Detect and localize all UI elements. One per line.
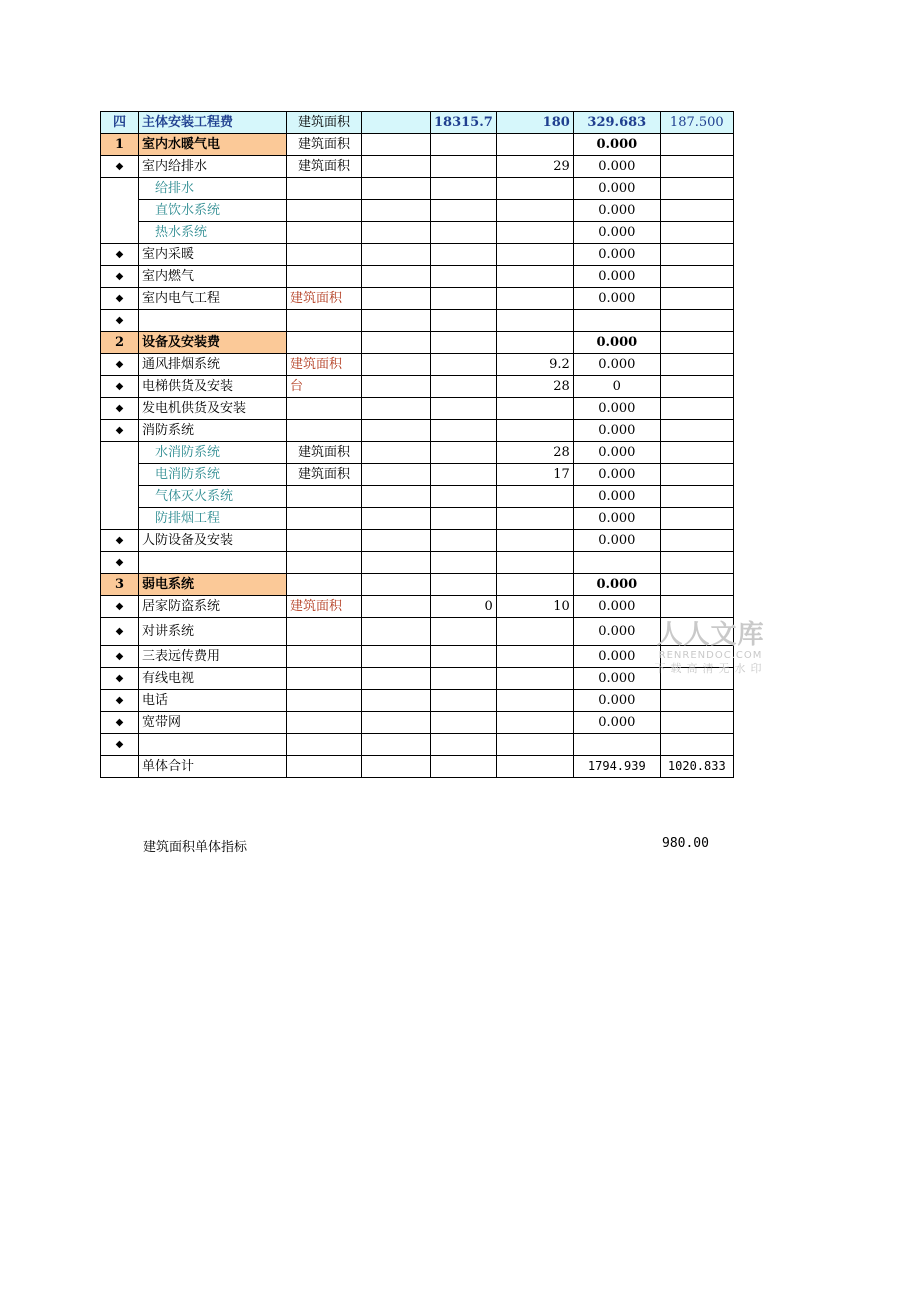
table-row xyxy=(101,200,734,222)
row-name xyxy=(139,310,287,332)
row-unit: 建筑面积 xyxy=(287,442,362,464)
cell-c7 xyxy=(660,530,733,552)
table-row xyxy=(101,420,734,442)
cell-c5 xyxy=(496,420,573,442)
table-row xyxy=(101,244,734,266)
cell-total xyxy=(573,552,660,574)
table-row xyxy=(101,310,734,332)
table-row xyxy=(101,668,734,690)
cell-total: 0.000 xyxy=(573,332,660,354)
cell-c7 xyxy=(660,734,733,756)
row-name: 给排水 xyxy=(139,178,287,200)
row-unit xyxy=(287,200,362,222)
cell-c4 xyxy=(431,156,497,178)
cell-c3 xyxy=(362,596,431,618)
bullet-icon: ◆ xyxy=(101,310,139,332)
cell-c5 xyxy=(496,756,573,778)
cell-c5 xyxy=(496,266,573,288)
row-name: 电梯供货及安装 xyxy=(139,376,287,398)
row-unit xyxy=(287,222,362,244)
cell-total: 0.000 xyxy=(573,618,660,646)
cell-c5 xyxy=(496,134,573,156)
row-index xyxy=(101,756,139,778)
cell-c3 xyxy=(362,734,431,756)
cell-c7 xyxy=(660,332,733,354)
cell-c5: 17 xyxy=(496,464,573,486)
cell-c3 xyxy=(362,486,431,508)
cell-c3 xyxy=(362,200,431,222)
row-unit xyxy=(287,266,362,288)
cell-c5 xyxy=(496,574,573,596)
cell-c4 xyxy=(431,200,497,222)
bullet-icon: ◆ xyxy=(101,734,139,756)
row-unit xyxy=(287,420,362,442)
cell-c7 xyxy=(660,288,733,310)
cell-c5 xyxy=(496,244,573,266)
row-index xyxy=(101,486,139,508)
cell-c4 xyxy=(431,530,497,552)
cell-c7 xyxy=(660,178,733,200)
cell-total: 0.000 xyxy=(573,222,660,244)
bullet-icon: ◆ xyxy=(101,156,139,178)
cell-c7: 1020.833 xyxy=(660,756,733,778)
cell-c5 xyxy=(496,222,573,244)
cell-c4 xyxy=(431,222,497,244)
cell-c4 xyxy=(431,134,497,156)
cell-c5 xyxy=(496,200,573,222)
cell-c5 xyxy=(496,178,573,200)
cell-c5 xyxy=(496,288,573,310)
cell-total: 0.000 xyxy=(573,596,660,618)
bullet-icon: ◆ xyxy=(101,376,139,398)
row-index xyxy=(101,442,139,464)
cell-c4 xyxy=(431,288,497,310)
row-name: 对讲系统 xyxy=(139,618,287,646)
table-row xyxy=(101,156,734,178)
table-row xyxy=(101,712,734,734)
cell-c4 xyxy=(431,618,497,646)
cell-c4 xyxy=(431,646,497,668)
row-name: 直饮水系统 xyxy=(139,200,287,222)
cell-c7 xyxy=(660,420,733,442)
cell-c5: 180 xyxy=(496,112,573,134)
row-unit: 建筑面积 xyxy=(287,112,362,134)
cell-c7 xyxy=(660,200,733,222)
cell-c3 xyxy=(362,508,431,530)
bullet-icon: ◆ xyxy=(101,646,139,668)
cell-c3 xyxy=(362,420,431,442)
bullet-icon: ◆ xyxy=(101,398,139,420)
row-unit: 建筑面积 xyxy=(287,134,362,156)
cell-c4 xyxy=(431,398,497,420)
row-unit xyxy=(287,310,362,332)
cell-c7 xyxy=(660,398,733,420)
cell-c4 xyxy=(431,310,497,332)
total-row xyxy=(101,756,734,778)
row-name: 弱电系统 xyxy=(139,574,287,596)
cell-c4 xyxy=(431,508,497,530)
cell-c3 xyxy=(362,690,431,712)
cell-c3 xyxy=(362,354,431,376)
row-unit: 台 xyxy=(287,376,362,398)
cell-total: 0.000 xyxy=(573,712,660,734)
cell-total: 0.000 xyxy=(573,354,660,376)
cell-total: 0.000 xyxy=(573,266,660,288)
cell-total: 0.000 xyxy=(573,646,660,668)
bullet-icon: ◆ xyxy=(101,668,139,690)
cell-total: 0.000 xyxy=(573,288,660,310)
cell-total: 0.000 xyxy=(573,420,660,442)
cell-c4 xyxy=(431,690,497,712)
row-name: 防排烟工程 xyxy=(139,508,287,530)
row-name: 通风排烟系统 xyxy=(139,354,287,376)
row-index: 2 xyxy=(101,332,139,354)
cell-c4 xyxy=(431,574,497,596)
cell-total: 329.683 xyxy=(573,112,660,134)
cell-c5 xyxy=(496,310,573,332)
row-name xyxy=(139,734,287,756)
table-row xyxy=(101,690,734,712)
row-unit xyxy=(287,574,362,596)
row-unit xyxy=(287,332,362,354)
table-row xyxy=(101,134,734,156)
cell-total: 0.000 xyxy=(573,574,660,596)
cell-total: 0.000 xyxy=(573,690,660,712)
bullet-icon: ◆ xyxy=(101,552,139,574)
table-row xyxy=(101,596,734,618)
table-row xyxy=(101,332,734,354)
cell-c4 xyxy=(431,244,497,266)
table-row xyxy=(101,618,734,646)
row-name: 居家防盗系统 xyxy=(139,596,287,618)
row-name: 人防设备及安装 xyxy=(139,530,287,552)
row-unit xyxy=(287,244,362,266)
cell-c3 xyxy=(362,668,431,690)
row-name xyxy=(139,552,287,574)
cell-c7 xyxy=(660,508,733,530)
row-unit xyxy=(287,646,362,668)
row-name: 室内给排水 xyxy=(139,156,287,178)
cell-c7 xyxy=(660,222,733,244)
cell-c7 xyxy=(660,376,733,398)
row-index: 1 xyxy=(101,134,139,156)
cell-c7 xyxy=(660,442,733,464)
table-row xyxy=(101,734,734,756)
cell-total: 0.000 xyxy=(573,464,660,486)
cell-c4 xyxy=(431,442,497,464)
row-name: 有线电视 xyxy=(139,668,287,690)
cell-c3 xyxy=(362,156,431,178)
cell-total: 0.000 xyxy=(573,486,660,508)
cell-c7 xyxy=(660,552,733,574)
bullet-icon: ◆ xyxy=(101,266,139,288)
cell-total: 0 xyxy=(573,376,660,398)
row-name: 三表远传费用 xyxy=(139,646,287,668)
cell-total xyxy=(573,734,660,756)
cell-c4: 0 xyxy=(431,596,497,618)
row-unit: 建筑面积 xyxy=(287,464,362,486)
cell-total: 0.000 xyxy=(573,156,660,178)
row-unit xyxy=(287,530,362,552)
cell-c3 xyxy=(362,398,431,420)
row-index xyxy=(101,222,139,244)
cell-c5 xyxy=(496,552,573,574)
bullet-icon: ◆ xyxy=(101,712,139,734)
cell-c5: 28 xyxy=(496,442,573,464)
bullet-icon: ◆ xyxy=(101,244,139,266)
bullet-icon: ◆ xyxy=(101,288,139,310)
cell-c7 xyxy=(660,134,733,156)
cell-c4 xyxy=(431,464,497,486)
cell-c3 xyxy=(362,222,431,244)
table-row xyxy=(101,288,734,310)
area-index-label: 建筑面积单体指标 xyxy=(143,840,248,855)
row-index: 3 xyxy=(101,574,139,596)
cell-c4 xyxy=(431,332,497,354)
row-unit xyxy=(287,756,362,778)
row-name: 宽带网 xyxy=(139,712,287,734)
row-name: 电话 xyxy=(139,690,287,712)
row-name: 单体合计 xyxy=(139,756,287,778)
row-name: 消防系统 xyxy=(139,420,287,442)
cell-c7 xyxy=(660,266,733,288)
cell-c3 xyxy=(362,530,431,552)
cell-c4: 18315.7 xyxy=(431,112,497,134)
table-row xyxy=(101,646,734,668)
cell-c5 xyxy=(496,690,573,712)
cell-c4 xyxy=(431,668,497,690)
cell-c4 xyxy=(431,420,497,442)
bullet-icon: ◆ xyxy=(101,354,139,376)
cell-total xyxy=(573,310,660,332)
watermark-subtitle: 下载高清无水印 xyxy=(654,662,767,675)
cell-c7 xyxy=(660,156,733,178)
table-row xyxy=(101,574,734,596)
cell-c7 xyxy=(660,354,733,376)
cell-c3 xyxy=(362,552,431,574)
row-index: 四 xyxy=(101,112,139,134)
cell-total: 0.000 xyxy=(573,442,660,464)
cell-c7 xyxy=(660,486,733,508)
row-unit: 建筑面积 xyxy=(287,288,362,310)
cell-c4 xyxy=(431,486,497,508)
row-unit xyxy=(287,398,362,420)
cell-c4 xyxy=(431,734,497,756)
row-unit xyxy=(287,618,362,646)
cell-c3 xyxy=(362,112,431,134)
cell-total: 0.000 xyxy=(573,244,660,266)
cell-c3 xyxy=(362,288,431,310)
cell-c4 xyxy=(431,376,497,398)
row-name: 主体安装工程费 xyxy=(139,112,287,134)
cell-c7 xyxy=(660,596,733,618)
bullet-icon: ◆ xyxy=(101,596,139,618)
watermark-logo xyxy=(648,620,773,676)
row-name: 气体灭火系统 xyxy=(139,486,287,508)
cell-c7 xyxy=(660,712,733,734)
cell-c7: 187.500 xyxy=(660,112,733,134)
cell-c3 xyxy=(362,712,431,734)
cell-c4 xyxy=(431,552,497,574)
cell-total: 0.000 xyxy=(573,508,660,530)
cell-c5 xyxy=(496,618,573,646)
cell-c5: 9.2 xyxy=(496,354,573,376)
row-unit xyxy=(287,668,362,690)
cost-table xyxy=(100,111,734,778)
row-name: 电消防系统 xyxy=(139,464,287,486)
table-row xyxy=(101,442,734,464)
cell-c7 xyxy=(660,574,733,596)
cell-c3 xyxy=(362,266,431,288)
cell-c3 xyxy=(362,178,431,200)
watermark-title: 人人文库 xyxy=(656,620,765,650)
table-row xyxy=(101,112,734,134)
cell-total: 0.000 xyxy=(573,398,660,420)
row-name: 室内电气工程 xyxy=(139,288,287,310)
area-index-value: 980.00 xyxy=(662,836,709,851)
cell-c5 xyxy=(496,712,573,734)
cell-total: 0.000 xyxy=(573,178,660,200)
cell-c5 xyxy=(496,668,573,690)
cell-c7 xyxy=(660,310,733,332)
table-row xyxy=(101,354,734,376)
cell-c5 xyxy=(496,646,573,668)
cell-total: 0.000 xyxy=(573,200,660,222)
cell-c3 xyxy=(362,310,431,332)
table-row xyxy=(101,530,734,552)
row-unit xyxy=(287,552,362,574)
bullet-icon: ◆ xyxy=(101,690,139,712)
cell-c3 xyxy=(362,442,431,464)
cell-c5 xyxy=(496,332,573,354)
table-row xyxy=(101,222,734,244)
cell-total: 0.000 xyxy=(573,134,660,156)
row-unit xyxy=(287,734,362,756)
row-unit xyxy=(287,712,362,734)
cell-c4 xyxy=(431,756,497,778)
row-unit xyxy=(287,690,362,712)
table-row xyxy=(101,266,734,288)
cell-c5: 28 xyxy=(496,376,573,398)
row-index xyxy=(101,200,139,222)
row-unit xyxy=(287,178,362,200)
cell-c5 xyxy=(496,486,573,508)
cell-c5 xyxy=(496,398,573,420)
row-name: 水消防系统 xyxy=(139,442,287,464)
row-name: 室内采暖 xyxy=(139,244,287,266)
cell-c7 xyxy=(660,690,733,712)
cell-c7 xyxy=(660,464,733,486)
cell-c4 xyxy=(431,266,497,288)
cell-c5: 10 xyxy=(496,596,573,618)
cell-c3 xyxy=(362,646,431,668)
bullet-icon: ◆ xyxy=(101,420,139,442)
row-name: 热水系统 xyxy=(139,222,287,244)
cell-c4 xyxy=(431,178,497,200)
cell-c4 xyxy=(431,712,497,734)
row-unit xyxy=(287,486,362,508)
row-unit: 建筑面积 xyxy=(287,156,362,178)
cell-c3 xyxy=(362,244,431,266)
row-name: 设备及安装费 xyxy=(139,332,287,354)
row-unit: 建筑面积 xyxy=(287,596,362,618)
table-row xyxy=(101,398,734,420)
cell-c3 xyxy=(362,464,431,486)
cell-c3 xyxy=(362,756,431,778)
row-name: 发电机供货及安装 xyxy=(139,398,287,420)
row-unit xyxy=(287,508,362,530)
row-index xyxy=(101,508,139,530)
cell-c5 xyxy=(496,734,573,756)
cell-c3 xyxy=(362,376,431,398)
bullet-icon: ◆ xyxy=(101,530,139,552)
cell-c3 xyxy=(362,134,431,156)
cell-total: 1794.939 xyxy=(573,756,660,778)
bullet-icon: ◆ xyxy=(101,618,139,646)
row-name: 室内燃气 xyxy=(139,266,287,288)
table-row xyxy=(101,464,734,486)
cell-c3 xyxy=(362,332,431,354)
cell-c3 xyxy=(362,574,431,596)
table-row xyxy=(101,178,734,200)
table-row xyxy=(101,508,734,530)
watermark-domain: RENRENDOC.COM xyxy=(658,650,763,661)
cell-c5: 29 xyxy=(496,156,573,178)
cell-c5 xyxy=(496,508,573,530)
row-name: 室内水暖气电 xyxy=(139,134,287,156)
table-row xyxy=(101,376,734,398)
row-unit: 建筑面积 xyxy=(287,354,362,376)
row-index xyxy=(101,178,139,200)
cell-c3 xyxy=(362,618,431,646)
table-row xyxy=(101,552,734,574)
cell-c5 xyxy=(496,530,573,552)
cell-total: 0.000 xyxy=(573,530,660,552)
cell-total: 0.000 xyxy=(573,668,660,690)
cell-c4 xyxy=(431,354,497,376)
table-row xyxy=(101,486,734,508)
cell-c7 xyxy=(660,244,733,266)
row-index xyxy=(101,464,139,486)
